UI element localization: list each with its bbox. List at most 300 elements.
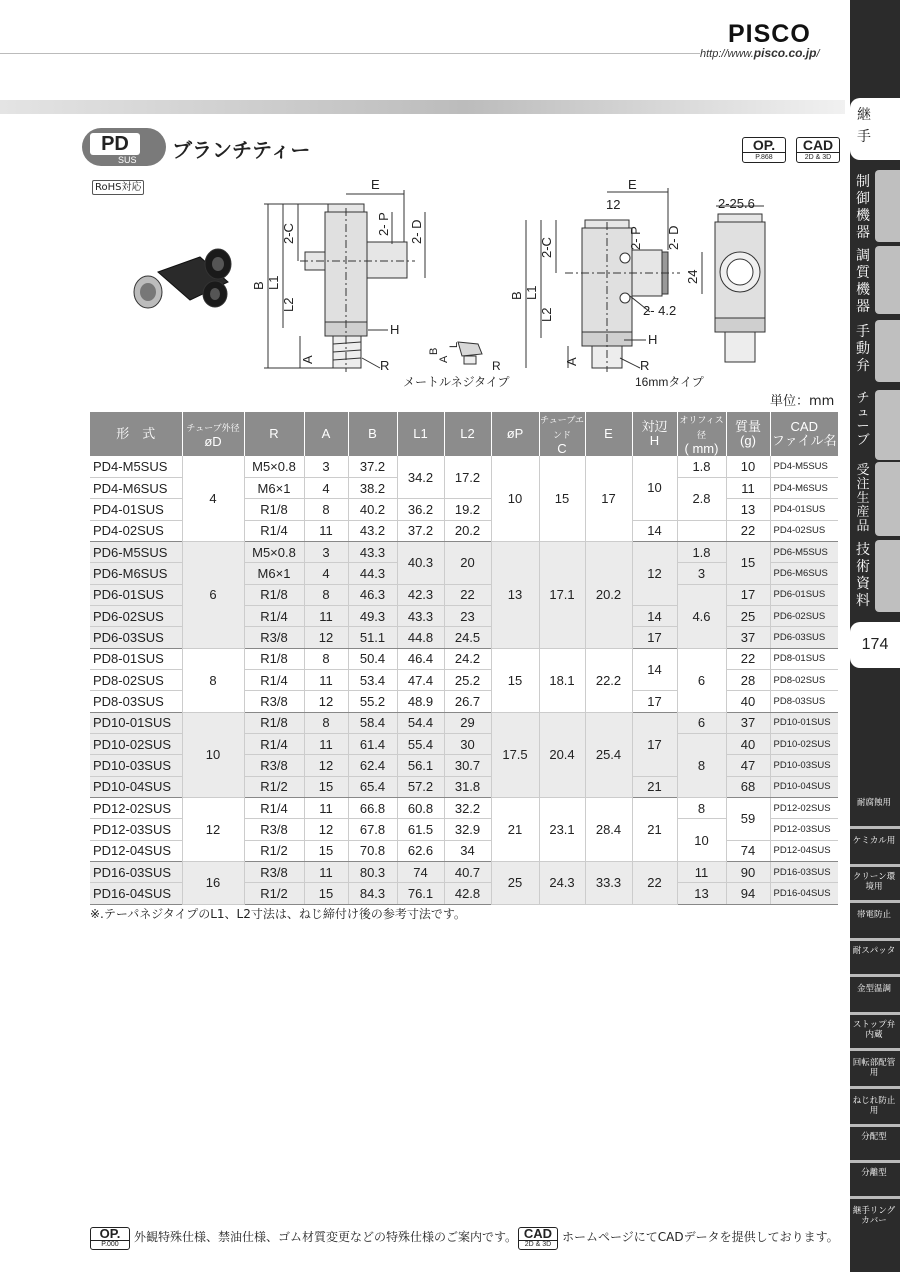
op-reference-tag[interactable]: OP. P.868 <box>742 137 786 163</box>
table-cell: 17 <box>585 456 632 541</box>
table-cell: 17.2 <box>444 456 491 499</box>
table-cell: 21 <box>632 798 677 862</box>
dim-H: H <box>390 322 400 337</box>
table-cell: 11 <box>304 520 348 541</box>
sidebar-sub-distributor[interactable]: 分配型 <box>861 1132 887 1142</box>
table-cell: PD10-03SUS <box>90 755 182 776</box>
table-cell: 24.5 <box>444 627 491 648</box>
table-cell: 17 <box>632 712 677 776</box>
svg-text:A: A <box>564 357 579 366</box>
svg-text:B: B <box>428 347 440 355</box>
table-cell: 2.8 <box>677 477 726 520</box>
table-cell: 20.2 <box>585 541 632 648</box>
col-a: A <box>304 412 348 456</box>
table-cell: PD6-M5SUS <box>770 541 838 562</box>
table-cell: PD10-01SUS <box>770 712 838 733</box>
table-cell: 55.2 <box>348 691 397 712</box>
table-cell: 6 <box>677 712 726 733</box>
dim-2P: 2- P <box>376 212 391 236</box>
series-code: PD <box>90 133 140 155</box>
table-cell: 1.8 <box>677 456 726 477</box>
table-cell: 19.2 <box>444 499 491 520</box>
table-cell: 54.4 <box>397 712 444 733</box>
table-cell: PD6-03SUS <box>770 627 838 648</box>
svg-text:L2: L2 <box>539 307 554 322</box>
table-cell: 14 <box>632 605 677 626</box>
table-cell: PD4-02SUS <box>770 520 838 541</box>
table-cell: 22 <box>726 648 770 669</box>
svg-text:B: B <box>509 291 524 300</box>
table-footnote: ※.テーパネジタイプのL1、L2寸法は、ねじ締付け後の参考寸法です。 <box>90 907 466 921</box>
table-cell: 34.2 <box>397 456 444 499</box>
table-cell: 10 <box>182 712 244 797</box>
product-photo <box>134 249 231 308</box>
table-cell: 15 <box>491 648 539 712</box>
section-band <box>0 100 845 114</box>
table-cell: 28 <box>726 669 770 690</box>
footer-op-tag[interactable]: OP. P.000 <box>90 1227 130 1250</box>
table-cell: 62.4 <box>348 755 397 776</box>
table-cell: 65.4 <box>348 776 397 797</box>
unit-label: 単位：mm <box>770 394 835 409</box>
table-cell: 48.9 <box>397 691 444 712</box>
table-cell: 80.3 <box>348 862 397 883</box>
table-cell: 10 <box>491 456 539 541</box>
table-cell: 17 <box>632 691 677 712</box>
table-cell: 11 <box>304 733 348 754</box>
svg-text:2- 4.2: 2- 4.2 <box>643 303 677 318</box>
table-cell: R1/4 <box>244 733 304 754</box>
table-cell: 38.2 <box>348 477 397 498</box>
table-cell: 31.8 <box>444 776 491 797</box>
sidebar-sub-mold[interactable]: 金型温調 <box>856 984 891 994</box>
table-cell: 29 <box>444 712 491 733</box>
table-cell: 42.8 <box>444 883 491 904</box>
table-cell: PD12-04SUS <box>90 840 182 861</box>
table-cell: PD12-03SUS <box>770 819 838 840</box>
col-e: E <box>585 412 632 456</box>
table-cell: 37 <box>726 627 770 648</box>
header-rule <box>0 53 700 54</box>
table-cell: 44.8 <box>397 627 444 648</box>
sidebar-item-manual-valve[interactable]: 手動弁 <box>850 320 900 382</box>
table-cell: R1/4 <box>244 605 304 626</box>
sidebar-sub-antistatic[interactable]: 帯電防止 <box>856 910 891 920</box>
table-cell: 46.4 <box>397 648 444 669</box>
table-cell: PD8-03SUS <box>770 691 838 712</box>
col-orifice: オリフィス径 ( mm) <box>677 412 726 456</box>
table-cell: 61.4 <box>348 733 397 754</box>
table-cell: PD10-04SUS <box>770 776 838 797</box>
table-cell: 25 <box>726 605 770 626</box>
table-cell: R1/4 <box>244 798 304 819</box>
sidebar-sub-stop-valve[interactable]: ストップ弁内蔵 <box>852 1020 896 1040</box>
table-cell: 30 <box>444 733 491 754</box>
svg-text:R: R <box>492 359 501 373</box>
dimension-drawing <box>0 172 845 392</box>
table-cell: 11 <box>677 862 726 883</box>
table-cell: 4 <box>182 456 244 541</box>
footer-cad-text: ホームページにてCADデータを提供しております。 <box>562 1230 839 1244</box>
table-cell: 14 <box>632 520 677 541</box>
table-cell: PD4-01SUS <box>770 499 838 520</box>
16mm-type-caption: 16mmタイプ <box>635 375 704 389</box>
table-cell: 10 <box>632 456 677 520</box>
sidebar-item-control[interactable]: 制御機器 <box>850 170 900 242</box>
table-cell: PD16-04SUS <box>770 883 838 904</box>
table-cell: 8 <box>677 798 726 819</box>
table-cell: 15 <box>304 840 348 861</box>
table-cell: 40 <box>726 691 770 712</box>
col-tube-od: チューブ外径 øD <box>182 412 244 456</box>
footer-cad-tag[interactable]: CAD 2D & 3D <box>518 1227 558 1250</box>
table-cell: 20.4 <box>539 712 585 797</box>
table-cell: 13 <box>677 883 726 904</box>
table-cell: PD8-03SUS <box>90 691 182 712</box>
table-cell: 58.4 <box>348 712 397 733</box>
table-row <box>90 798 838 819</box>
table-cell: 22 <box>726 520 770 541</box>
table-cell: 11 <box>304 669 348 690</box>
table-cell: PD10-03SUS <box>770 755 838 776</box>
table-cell: PD6-01SUS <box>770 584 838 605</box>
table-cell: 17.5 <box>491 712 539 797</box>
table-cell: 62.6 <box>397 840 444 861</box>
table-cell: 44.3 <box>348 563 397 584</box>
table-cell: 37.2 <box>348 456 397 477</box>
table-cell: 8 <box>304 648 348 669</box>
table-cell: 53.4 <box>348 669 397 690</box>
table-cell: PD6-03SUS <box>90 627 182 648</box>
col-c: チューブエンド C <box>539 412 585 456</box>
page-title: ブランチティー <box>172 138 311 162</box>
sidebar-sub-clean[interactable]: クリーン環境用 <box>852 872 896 892</box>
table-cell: 84.3 <box>348 883 397 904</box>
table-cell: 60.8 <box>397 798 444 819</box>
table-cell: PD4-M5SUS <box>90 456 182 477</box>
svg-text:24: 24 <box>685 269 700 284</box>
table-cell: 40 <box>726 733 770 754</box>
table-cell: 55.4 <box>397 733 444 754</box>
table-cell: 23 <box>444 605 491 626</box>
table-cell: PD4-M6SUS <box>770 477 838 498</box>
table-row <box>90 648 838 669</box>
table-cell: PD4-M6SUS <box>90 477 182 498</box>
website-url[interactable]: http://www.pisco.co.jp/ <box>700 46 820 60</box>
table-cell: 56.1 <box>397 755 444 776</box>
table-cell: 16 <box>182 862 244 905</box>
table-cell: M5×0.8 <box>244 456 304 477</box>
table-cell: 15 <box>304 883 348 904</box>
table-cell: 94 <box>726 883 770 904</box>
col-b: B <box>348 412 397 456</box>
table-cell: 43.2 <box>348 520 397 541</box>
sidebar-item-conditioning[interactable]: 調質機器 <box>850 246 900 314</box>
table-cell: 30.7 <box>444 755 491 776</box>
table-cell: 22 <box>444 584 491 605</box>
table-cell: 24.3 <box>539 862 585 905</box>
sidebar-sub-rotary[interactable]: 回転部配管用 <box>852 1058 896 1078</box>
rohs-badge: RoHS対応 <box>92 180 144 195</box>
16mm-type-drawing <box>526 188 765 372</box>
table-cell: 49.3 <box>348 605 397 626</box>
table-cell: R3/8 <box>244 755 304 776</box>
dim-2C: 2-C <box>281 223 296 244</box>
table-cell: 90 <box>726 862 770 883</box>
table-cell: 32.9 <box>444 819 491 840</box>
table-cell: M5×0.8 <box>244 541 304 562</box>
table-cell: PD6-M6SUS <box>770 563 838 584</box>
table-cell: 43.3 <box>348 541 397 562</box>
table-row <box>90 541 838 562</box>
table-cell: 15 <box>304 776 348 797</box>
table-cell: PD6-02SUS <box>770 605 838 626</box>
table-cell: 8 <box>304 712 348 733</box>
table-cell: PD8-01SUS <box>770 648 838 669</box>
table-cell: 70.8 <box>348 840 397 861</box>
dim-B: B <box>251 281 266 290</box>
table-cell: PD10-02SUS <box>770 733 838 754</box>
sidebar-sub-ring-cover[interactable]: 継手リングカバー <box>852 1206 896 1226</box>
col-cad: CAD ファイル名 <box>770 412 838 456</box>
table-cell: 12 <box>304 691 348 712</box>
sidebar-item-fittings[interactable]: 継手 <box>850 98 900 160</box>
table-cell: M6×1 <box>244 563 304 584</box>
col-h: 対辺 H <box>632 412 677 456</box>
table-cell: 40.3 <box>397 541 444 584</box>
table-cell: 24.2 <box>444 648 491 669</box>
table-cell: 12 <box>304 755 348 776</box>
table-cell: 26.7 <box>444 691 491 712</box>
table-cell: 8 <box>304 499 348 520</box>
table-cell: PD6-M6SUS <box>90 563 182 584</box>
table-row <box>90 862 838 883</box>
table-cell: R1/8 <box>244 648 304 669</box>
table-row <box>90 712 838 733</box>
table-cell: R1/8 <box>244 499 304 520</box>
table-cell: 6 <box>677 648 726 712</box>
table-cell: 12 <box>304 627 348 648</box>
table-cell: R1/8 <box>244 712 304 733</box>
table-cell: R1/2 <box>244 883 304 904</box>
table-cell: PD12-04SUS <box>770 840 838 861</box>
table-cell: M6×1 <box>244 477 304 498</box>
table-cell: 17 <box>726 584 770 605</box>
table-cell: 74 <box>726 840 770 861</box>
table-cell: PD12-02SUS <box>90 798 182 819</box>
table-cell: 13 <box>491 541 539 648</box>
page-number: 174 <box>850 622 900 668</box>
table-cell: 43.3 <box>397 605 444 626</box>
table-cell: 4 <box>304 477 348 498</box>
table-cell: 17 <box>632 627 677 648</box>
metric-thread-caption: メートルネジタイプ <box>403 375 510 389</box>
table-cell: 32.2 <box>444 798 491 819</box>
table-cell: 10 <box>726 456 770 477</box>
svg-text:R: R <box>640 358 650 373</box>
table-cell: 68 <box>726 776 770 797</box>
col-r: R <box>244 412 304 456</box>
svg-text:A: A <box>438 355 450 363</box>
table-cell: PD10-02SUS <box>90 733 182 754</box>
table-cell: PD16-04SUS <box>90 883 182 904</box>
table-cell: PD10-01SUS <box>90 712 182 733</box>
table-cell: 74 <box>397 862 444 883</box>
svg-text:E: E <box>628 177 637 192</box>
table-cell: 66.8 <box>348 798 397 819</box>
table-cell: 12 <box>304 819 348 840</box>
table-cell: 3 <box>304 456 348 477</box>
table-cell: R3/8 <box>244 819 304 840</box>
svg-text:L: L <box>448 341 460 348</box>
table-cell: 4 <box>304 563 348 584</box>
table-cell: R1/2 <box>244 840 304 861</box>
dim-2D: 2- D <box>409 219 424 244</box>
table-cell: PD4-M5SUS <box>770 456 838 477</box>
table-cell: PD6-02SUS <box>90 605 182 626</box>
svg-text:2- D: 2- D <box>666 225 681 250</box>
table-cell: 47.4 <box>397 669 444 690</box>
table-cell: 42.3 <box>397 584 444 605</box>
table-cell: 11 <box>304 862 348 883</box>
table-cell: 67.8 <box>348 819 397 840</box>
table-cell: PD4-02SUS <box>90 520 182 541</box>
table-cell: 17.1 <box>539 541 585 648</box>
table-cell: 21 <box>491 798 539 862</box>
sidebar-sub-chemical[interactable]: ケミカル用 <box>852 836 896 846</box>
table-cell: 3 <box>304 541 348 562</box>
table-cell: 76.1 <box>397 883 444 904</box>
svg-text:2-C: 2-C <box>539 237 554 258</box>
dim-R: R <box>380 358 390 373</box>
table-cell: 10 <box>677 819 726 862</box>
table-cell: R1/4 <box>244 669 304 690</box>
series-material: SUS <box>118 155 137 165</box>
table-row <box>90 456 838 477</box>
table-cell <box>677 520 726 541</box>
table-cell: R1/2 <box>244 776 304 797</box>
sidebar-sub-corrosion[interactable]: 耐腐蝕用 <box>856 798 891 808</box>
table-cell: R3/8 <box>244 862 304 883</box>
table-cell: 8 <box>182 648 244 712</box>
spec-table <box>90 412 838 905</box>
table-cell: R1/8 <box>244 584 304 605</box>
table-cell: 4.6 <box>677 584 726 648</box>
table-cell: 40.7 <box>444 862 491 883</box>
table-cell: 11 <box>304 605 348 626</box>
table-cell: 15 <box>539 456 585 541</box>
table-cell: 1.8 <box>677 541 726 562</box>
table-cell: PD8-01SUS <box>90 648 182 669</box>
table-cell: 22.2 <box>585 648 632 712</box>
table-cell: 34 <box>444 840 491 861</box>
sidebar-sub-anti-twist[interactable]: ねじれ防止用 <box>852 1096 896 1116</box>
table-cell: PD12-03SUS <box>90 819 182 840</box>
sidebar-sub-spatter[interactable]: 耐スパッタ <box>852 946 896 956</box>
table-cell: 36.2 <box>397 499 444 520</box>
table-cell: 25.2 <box>444 669 491 690</box>
table-cell: 61.5 <box>397 819 444 840</box>
table-cell: 37 <box>726 712 770 733</box>
metric-thread-drawing <box>458 342 482 364</box>
table-cell: 8 <box>677 733 726 797</box>
table-cell: 21 <box>632 776 677 797</box>
sidebar-sub-separator[interactable]: 分離型 <box>861 1168 887 1178</box>
table-cell: PD6-M5SUS <box>90 541 182 562</box>
table-cell: 12 <box>182 798 244 862</box>
table-cell: 20.2 <box>444 520 491 541</box>
pisco-logo: PISCO <box>728 20 811 48</box>
table-cell: PD16-03SUS <box>90 862 182 883</box>
table-cell: 22 <box>632 862 677 905</box>
table-cell: 14 <box>632 648 677 691</box>
col-p: øP <box>491 412 539 456</box>
table-cell: 37.2 <box>397 520 444 541</box>
table-cell: 25 <box>491 862 539 905</box>
col-l2: L2 <box>444 412 491 456</box>
table-cell: R3/8 <box>244 627 304 648</box>
table-cell: 18.1 <box>539 648 585 712</box>
table-cell: 11 <box>304 798 348 819</box>
table-cell: 47 <box>726 755 770 776</box>
table-cell: 23.1 <box>539 798 585 862</box>
table-cell: R3/8 <box>244 691 304 712</box>
table-cell: 51.1 <box>348 627 397 648</box>
sidebar-item-custom[interactable]: 受注生産品 <box>850 462 900 536</box>
table-cell: 6 <box>182 541 244 648</box>
table-cell: PD12-02SUS <box>770 798 838 819</box>
table-cell: PD4-01SUS <box>90 499 182 520</box>
series-badge <box>82 128 166 166</box>
table-cell: 50.4 <box>348 648 397 669</box>
table-cell: 28.4 <box>585 798 632 862</box>
table-cell: 8 <box>304 584 348 605</box>
dim-L1: L1 <box>266 275 281 290</box>
footer-op-text: 外観特殊仕様、禁油仕様、ゴム材質変更などの特殊仕様のご案内です。 <box>134 1230 518 1244</box>
table-cell: PD8-02SUS <box>770 669 838 690</box>
col-l1: L1 <box>397 412 444 456</box>
col-model: 形 式 <box>90 412 182 456</box>
table-cell: 59 <box>726 798 770 841</box>
svg-text:2- P: 2- P <box>628 226 643 250</box>
table-cell: PD10-04SUS <box>90 776 182 797</box>
table-cell: 12 <box>632 541 677 605</box>
svg-text:H: H <box>648 332 658 347</box>
svg-text:12: 12 <box>606 197 621 212</box>
table-cell: 46.3 <box>348 584 397 605</box>
svg-text:L1: L1 <box>524 285 539 300</box>
table-cell: 25.4 <box>585 712 632 797</box>
table-cell: 11 <box>726 477 770 498</box>
dim-E: E <box>371 177 380 192</box>
dim-L2: L2 <box>281 297 296 312</box>
table-cell: 40.2 <box>348 499 397 520</box>
col-mass: 質量 (g) <box>726 412 770 456</box>
table-cell: 57.2 <box>397 776 444 797</box>
table-cell: 3 <box>677 563 726 584</box>
table-cell: PD6-01SUS <box>90 584 182 605</box>
svg-text:2-25.6: 2-25.6 <box>718 196 755 211</box>
table-cell: R1/4 <box>244 520 304 541</box>
cad-tag[interactable]: CAD 2D & 3D <box>796 137 840 163</box>
dim-A: A <box>300 355 315 364</box>
sidebar-item-tube[interactable]: チューブ <box>850 390 900 460</box>
sidebar-item-technical[interactable]: 技術資料 <box>850 540 900 612</box>
table-cell: 15 <box>726 541 770 584</box>
table-cell: PD8-02SUS <box>90 669 182 690</box>
table-header-row <box>90 412 838 456</box>
table-cell: 13 <box>726 499 770 520</box>
